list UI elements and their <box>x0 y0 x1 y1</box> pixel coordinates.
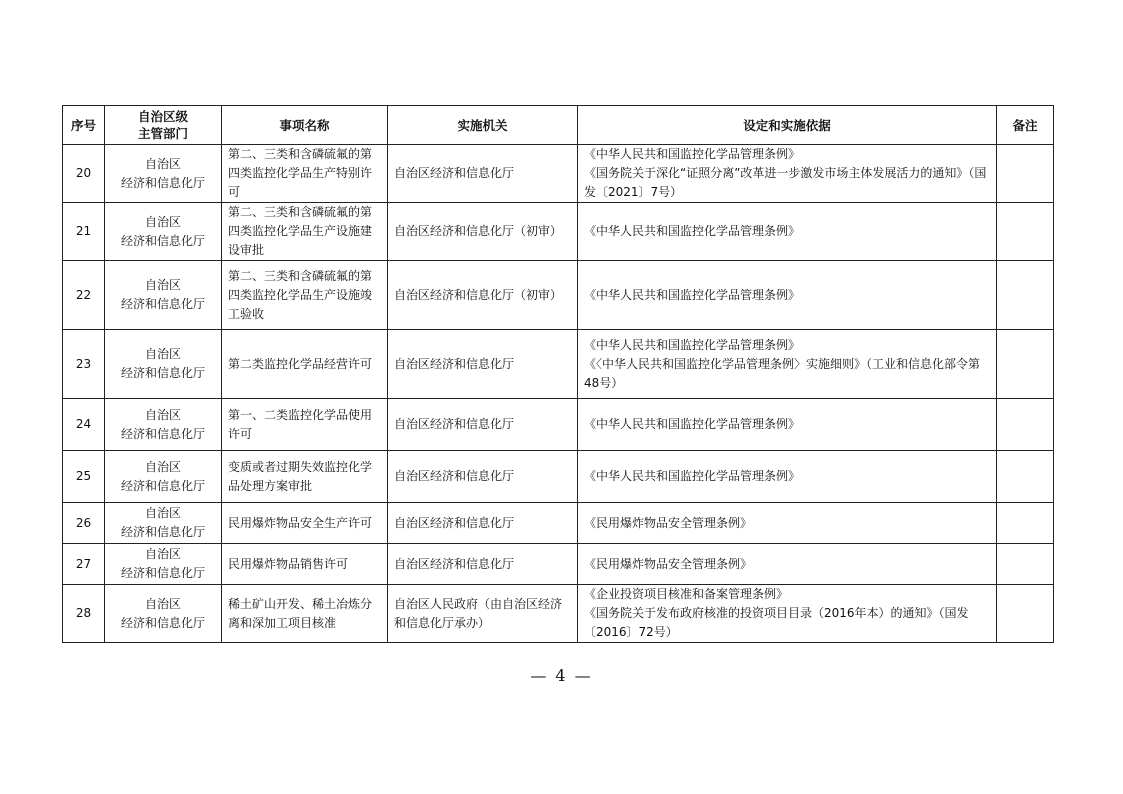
row-agency: 自治区经济和信息化厅（初审） <box>388 203 578 261</box>
table-row <box>63 203 1054 261</box>
row-seq: 26 <box>63 503 105 544</box>
row-seq: 22 <box>63 261 105 330</box>
row-basis <box>578 503 997 544</box>
row-remark <box>997 203 1054 261</box>
row-dept-line1: 自治区 <box>144 156 181 171</box>
row-dept-line2: 经济和信息化厅 <box>120 525 205 539</box>
row-agency: 自治区经济和信息化厅 <box>388 544 578 585</box>
row-basis-line: 《国务院关于深化“证照分离”改革进一步激发市场主体发展活力的通知》（国发〔2021〕7号） <box>584 166 987 199</box>
row-remark <box>997 585 1054 643</box>
row-basis <box>578 399 997 451</box>
row-dept-line1: 自治区 <box>144 596 181 611</box>
table-row <box>63 399 1054 451</box>
row-item-name: 稀土矿山开发、稀土冶炼分离和深加工项目核准 <box>222 585 388 643</box>
row-basis <box>578 544 997 585</box>
row-dept-line1: 自治区 <box>144 506 181 520</box>
row-dept-line2: 经济和信息化厅 <box>120 426 205 441</box>
row-remark <box>997 503 1054 544</box>
row-basis <box>578 330 997 399</box>
row-basis-line: 《中华人民共和国监控化学品管理条例》 <box>584 224 801 238</box>
row-dept-line2: 经济和信息化厅 <box>120 566 205 580</box>
table-body <box>63 145 1054 643</box>
row-basis-line: 《中华人民共和国监控化学品管理条例》 <box>584 417 801 431</box>
table-row <box>63 451 1054 503</box>
table-row <box>63 544 1054 585</box>
row-dept-line1: 自治区 <box>144 407 181 422</box>
row-agency: 自治区经济和信息化厅 <box>388 399 578 451</box>
row-basis-line: 《民用爆炸物品安全管理条例》 <box>584 515 753 530</box>
row-basis-line: 《中华人民共和国监控化学品管理条例》 <box>584 287 801 302</box>
header-dept <box>105 106 222 145</box>
row-item-name: 民用爆炸物品安全生产许可 <box>222 503 388 544</box>
row-item-name: 第二、三类和含磷硫氟的第四类监控化学品生产设施建设审批 <box>222 203 388 261</box>
row-agency: 自治区经济和信息化厅 <box>388 503 578 544</box>
row-basis-line: 《中华人民共和国监控化学品管理条例》 <box>584 337 801 352</box>
row-dept-line2: 经济和信息化厅 <box>120 366 205 380</box>
row-item-name: 第二、三类和含磷硫氟的第四类监控化学品生产设施竣工验收 <box>222 261 388 330</box>
row-basis-line: 《中华人民共和国监控化学品管理条例》 <box>584 469 801 483</box>
row-basis-line: 《〈中华人民共和国监控化学品管理条例〉实施细则》（工业和信息化部令第48号） <box>584 356 981 390</box>
row-item-name: 第二、三类和含磷硫氟的第四类监控化学品生产特别许可 <box>222 145 388 203</box>
approval-items-table <box>62 105 1054 643</box>
row-item-name: 民用爆炸物品销售许可 <box>222 544 388 585</box>
row-dept <box>105 145 222 203</box>
row-item-name: 第一、二类监控化学品使用许可 <box>222 399 388 451</box>
row-agency: 自治区经济和信息化厅 <box>388 451 578 503</box>
row-dept <box>105 203 222 261</box>
row-agency: 自治区经济和信息化厅 <box>388 330 578 399</box>
table-row <box>63 585 1054 643</box>
row-basis <box>578 451 997 503</box>
row-seq: 23 <box>63 330 105 399</box>
row-basis <box>578 585 997 643</box>
row-remark <box>997 330 1054 399</box>
row-dept-line1: 自治区 <box>144 459 181 474</box>
row-remark <box>997 544 1054 585</box>
table-row <box>63 261 1054 330</box>
table-row <box>63 145 1054 203</box>
row-item-name: 变质或者过期失效监控化学品处理方案审批 <box>222 451 388 503</box>
row-basis <box>578 145 997 203</box>
row-basis <box>578 261 997 330</box>
row-basis <box>578 203 997 261</box>
table-header-row <box>63 106 1054 145</box>
row-dept-line1: 自治区 <box>144 214 181 229</box>
page-number: — 4 — <box>530 666 593 685</box>
header-seq: 序号 <box>63 106 105 145</box>
row-dept-line2: 经济和信息化厅 <box>120 175 205 190</box>
row-dept <box>105 503 222 544</box>
row-seq: 27 <box>63 544 105 585</box>
row-basis-line: 《企业投资项目核准和备案管理条例》 <box>584 587 789 601</box>
row-remark <box>997 145 1054 203</box>
row-seq: 28 <box>63 585 105 643</box>
row-seq: 21 <box>63 203 105 261</box>
header-dept-line1: 自治区级 <box>137 109 188 124</box>
row-dept-line2: 经济和信息化厅 <box>120 297 205 311</box>
row-remark <box>997 261 1054 330</box>
header-remark: 备注 <box>997 106 1054 145</box>
row-dept <box>105 544 222 585</box>
row-dept-line2: 经济和信息化厅 <box>120 478 205 493</box>
row-agency: 自治区经济和信息化厅 <box>388 145 578 203</box>
row-remark <box>997 451 1054 503</box>
row-dept <box>105 399 222 451</box>
row-basis-line: 《国务院关于发布政府核准的投资项目目录（2016年本）的通知》（国发〔2016〕72号） <box>584 606 969 639</box>
row-dept-line2: 经济和信息化厅 <box>120 233 205 248</box>
row-dept <box>105 261 222 330</box>
row-dept <box>105 451 222 503</box>
row-seq: 24 <box>63 399 105 451</box>
header-item: 事项名称 <box>222 106 388 145</box>
row-basis-line: 《民用爆炸物品安全管理条例》 <box>584 556 753 571</box>
row-basis-line: 《中华人民共和国监控化学品管理条例》 <box>584 147 801 161</box>
row-agency: 自治区人民政府（由自治区经济和信息化厅承办） <box>388 585 578 643</box>
header-dept-line2: 主管部门 <box>137 126 188 141</box>
row-remark <box>997 399 1054 451</box>
row-dept-line1: 自治区 <box>144 547 181 561</box>
row-dept-line1: 自治区 <box>144 347 181 361</box>
row-agency: 自治区经济和信息化厅（初审） <box>388 261 578 330</box>
row-dept <box>105 330 222 399</box>
row-dept <box>105 585 222 643</box>
row-seq: 25 <box>63 451 105 503</box>
row-item-name: 第二类监控化学品经营许可 <box>222 330 388 399</box>
row-dept-line1: 自治区 <box>144 278 181 292</box>
header-basis: 设定和实施依据 <box>578 106 997 145</box>
row-dept-line2: 经济和信息化厅 <box>120 615 205 630</box>
header-agency: 实施机关 <box>388 106 578 145</box>
table-row <box>63 503 1054 544</box>
table-row <box>63 330 1054 399</box>
row-seq: 20 <box>63 145 105 203</box>
